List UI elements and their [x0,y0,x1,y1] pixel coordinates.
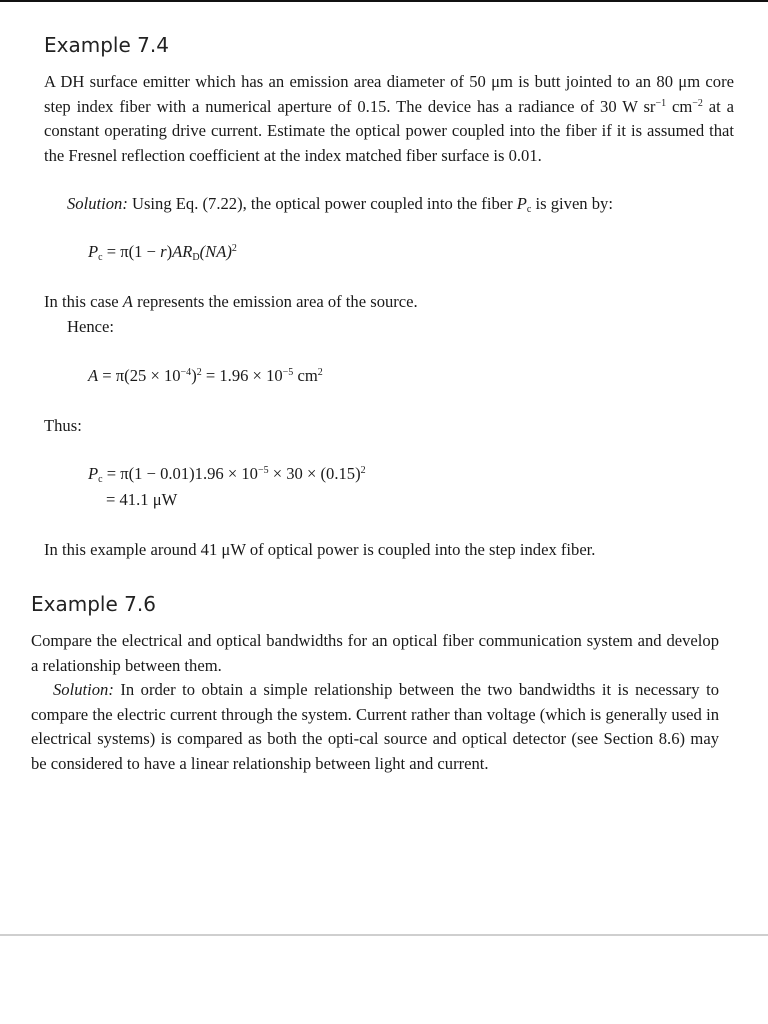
hence-label: Hence: [67,317,114,336]
equation-power-coupled: $P_c = \pi(1 - r)AR_D(NA)^2$ [88,242,237,263]
equation-power-result: = 41.1 μW [106,490,178,509]
example-7-6-problem: Compare the electrical and optical bandwidths for an optical fiber communication system and develop a relationship between them. [31,631,719,675]
thus-label: Thus: [44,416,82,435]
example-7-4-solution-intro: Solution: Using Eq. (7.22), the optical power coupled into the fiber $P_c$ is given by: [67,194,613,215]
emission-area-text: In this case A represents the emission area of the source. [44,292,418,311]
example-7-4-problem: A DH surface emitter which has an emission area diameter of 50 μm is butt jointed to an 80 μm core step index fiber with a numerical aperture of 0.15. The device has a radiance of 30 W $sr^{-1}$ $cm^{-2}$ at a constant operating drive current. Estimate the optical power coupled into the fiber if it is assumed that the Fresnel reflection coefficient at the index matched fiber surface is 0.01. [44,72,734,165]
equation-area: $A = \pi(25 \times 10^{-4})^2 = 1.96 \times 10^{-5}$ $cm^2$ [88,366,323,385]
example-7-6-title: Example 7.6 [31,592,156,616]
equation-power-substituted: $P_c = \pi(1 - 0.01)1.96 \times 10^{-5} \times 30 \times (0.15)^2$ [88,464,366,485]
example-7-4-title: Example 7.4 [44,33,169,57]
top-rule [0,0,768,2]
bottom-rule [0,934,768,936]
example-7-6-solution: Solution: In order to obtain a simple relationship between the two bandwidths it is necessary to compare the electric current through the system. Current rather than voltage (which is generally used in electrical systems) is compared as both the opti-cal source and optical detector (see Section 8.6) may be considered to have a linear relationship between light and current. [31,680,719,773]
example-7-4-conclusion: In this example around 41 μW of optical power is coupled into the step index fiber. [44,540,596,559]
